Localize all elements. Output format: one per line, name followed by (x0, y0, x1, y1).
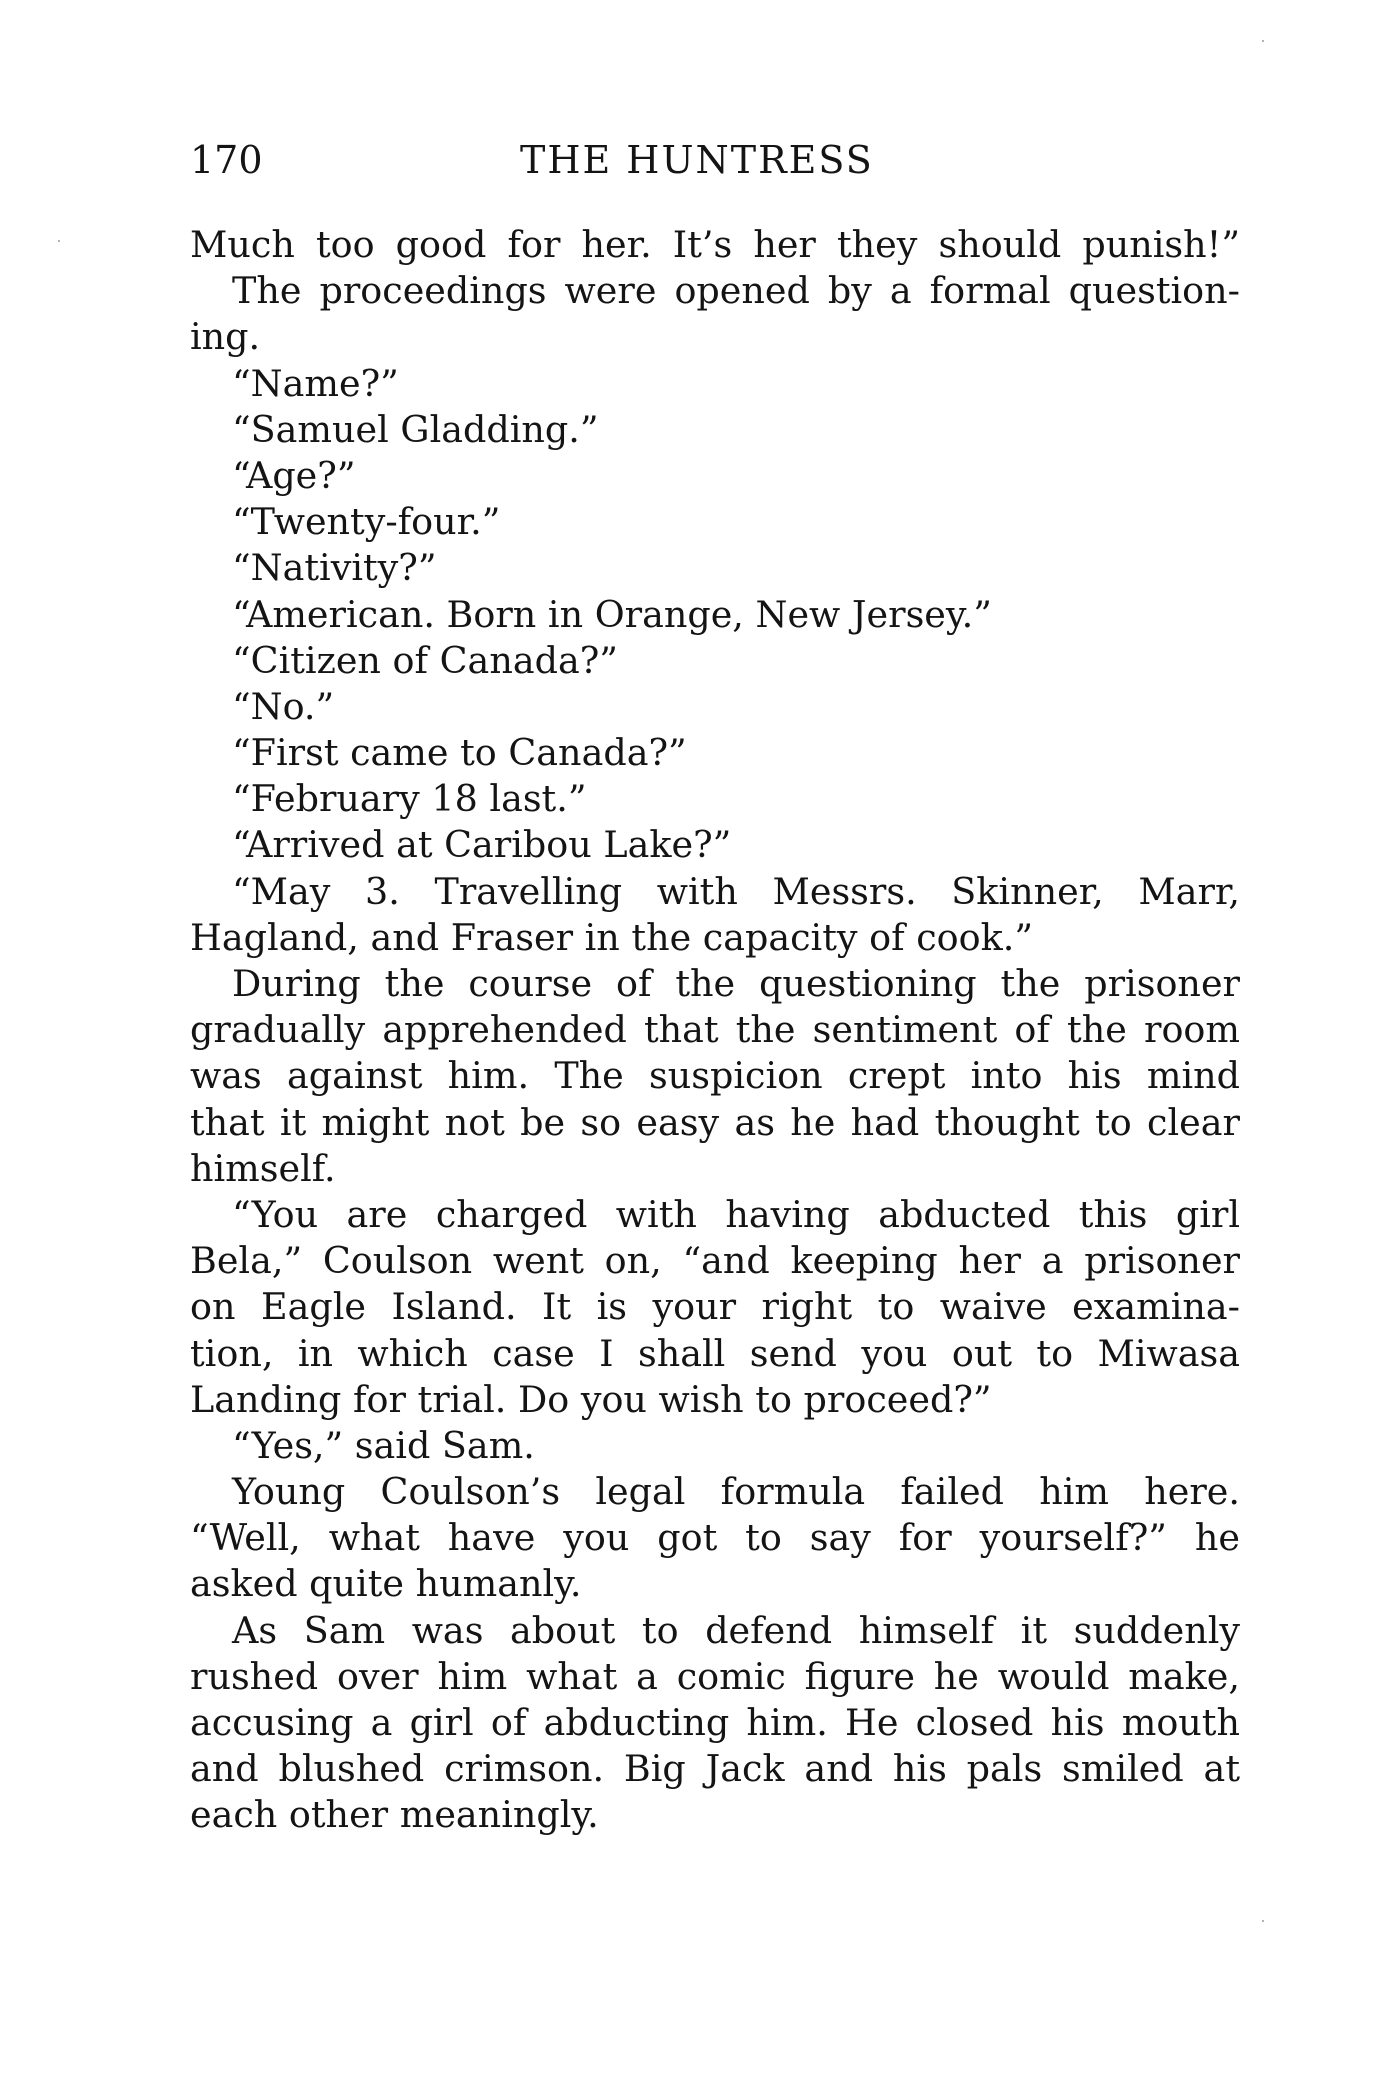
text-line: “Citizen of Canada?” (232, 638, 618, 682)
text-line: was against him. The suspicion crept into his mind (190, 1054, 1240, 1098)
text-line: “First came to Canada?” (232, 731, 687, 775)
running-title: THE HUNTRESS (520, 138, 874, 182)
text-line: gradually apprehended that the sentiment of the room (190, 1008, 1240, 1052)
text-line: Bela,” Coulson went on, “and keeping her a prisoner (190, 1239, 1240, 1283)
text-line: accusing a girl of abducting him. He closed his mouth (190, 1701, 1240, 1744)
text-line: The proceedings were opened by a formal question- (232, 269, 1240, 313)
text-line: “No.” (232, 684, 335, 728)
text-line: During the course of the questioning the prisoner (232, 962, 1240, 1005)
text-line: “Samuel Gladding.” (232, 407, 599, 451)
paper-speck (1262, 1920, 1264, 1922)
text-line: “Nativity?” (232, 546, 437, 590)
paper-speck (1262, 40, 1264, 42)
page-number: 170 (190, 138, 263, 182)
paper-speck (58, 240, 60, 242)
text-line: on Eagle Island. It is your right to waive examina- (190, 1285, 1240, 1329)
text-line: Landing for trial. Do you wish to proceed?” (190, 1377, 992, 1421)
text-line: “May 3. Travelling with Messrs. Skinner, Marr, (232, 869, 1240, 913)
text-line: asked quite humanly. (190, 1562, 582, 1606)
text-line: Hagland, and Fraser in the capacity of cook.” (190, 915, 1033, 959)
text-line: himself. (190, 1146, 336, 1190)
text-line: “American. Born in Orange, New Jersey.” (232, 592, 992, 636)
text-line: “February 18 last.” (232, 777, 587, 821)
text-line: “Yes,” said Sam. (232, 1423, 535, 1467)
text-line: “Age?” (232, 453, 356, 497)
text-line: each other meaningly. (190, 1793, 599, 1837)
text-line: ing. (190, 315, 261, 359)
body-text (190, 222, 1240, 1839)
text-line: that it might not be so easy as he had thought to clear (190, 1100, 1240, 1144)
text-line: Much too good for her. It’s her they should punish!” (190, 223, 1240, 266)
running-header (190, 128, 1250, 188)
text-line: Young Coulson’s legal formula failed him here. (232, 1470, 1240, 1514)
text-line: As Sam was about to defend himself it suddenly (232, 1608, 1240, 1652)
text-line: “Well, what have you got to say for yourself?” he (190, 1516, 1240, 1560)
text-line: “You are charged with having abducted this girl (232, 1192, 1240, 1236)
text-line: “Name?” (232, 361, 399, 405)
text-line: rushed over him what a comic figure he would make, (190, 1654, 1240, 1698)
text-line: and blushed crimson. Big Jack and his pals smiled at (190, 1747, 1240, 1791)
text-line: “Arrived at Caribou Lake?” (232, 823, 732, 867)
text-line: “Twenty-four.” (232, 500, 501, 544)
text-line: tion, in which case I shall send you out to Miwasa (190, 1331, 1240, 1375)
